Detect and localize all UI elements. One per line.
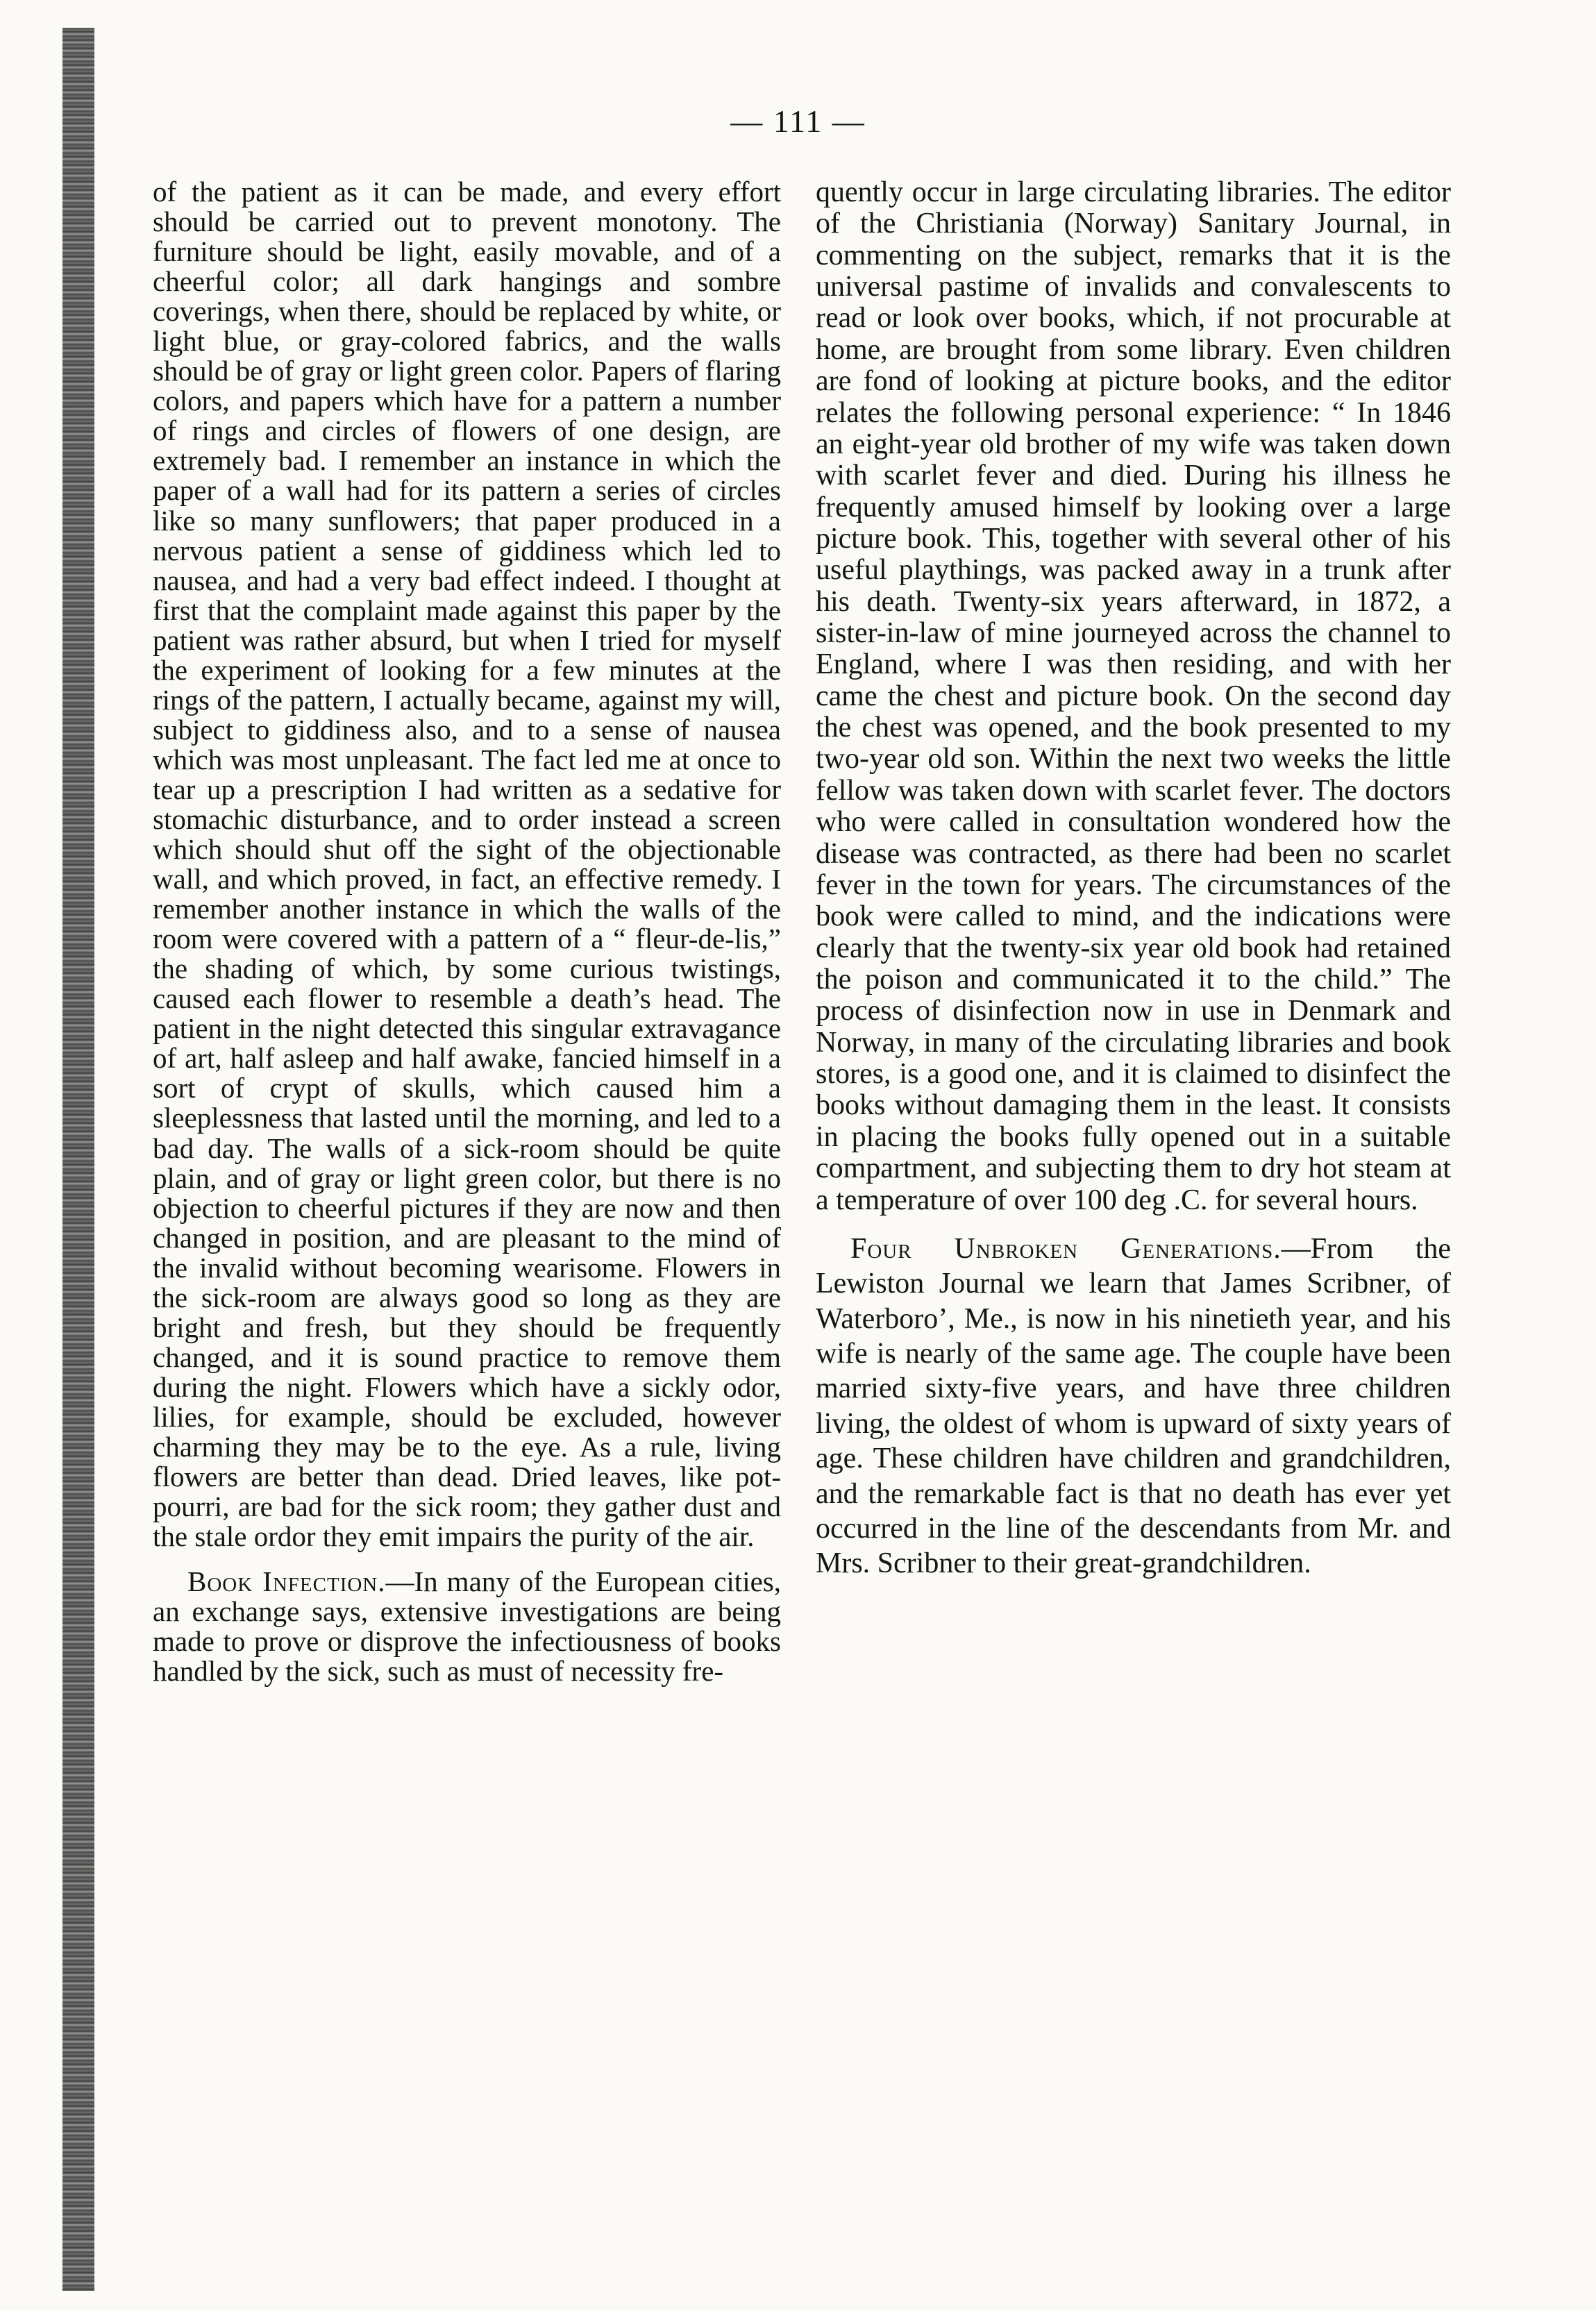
book-infection-text: —In many of the European cities, an exchange says, extensive investigations are being made to prove or disprove the infectiousness of books handled by the sick, such as must of necessity fre- xyxy=(153,1565,781,1688)
four-generations-heading: Four Unbroken Generations. xyxy=(850,1232,1282,1265)
book-infection-paragraph xyxy=(153,1567,781,1686)
book-infection-heading: Book Infection. xyxy=(187,1565,386,1598)
four-generations-paragraph xyxy=(816,1232,1451,1581)
sickroom-paragraph: of the patient as it can be made, and every effort should be carried out to prevent monotony. The furniture should be light, easily movable, and of a cheerful color; all dark hangings and sombre coverings, when there, should be replaced by white, or light blue, or gray-colored fabrics, and the walls should be of gray or light green color. Papers of flaring colors, and papers which have for a pattern a number of rings and circles of flowers of one design, are extremely bad. I remember an instance in which the paper of a wall had for its pattern a series of circles like so many sunflowers; that paper produced in a nervous patient a sense of giddiness which led to nausea, and had a very bad effect indeed. I thought at first that the complaint made against this paper by the patient was rather absurd, but when I tried for myself the experiment of looking for a few minutes at the rings of the pattern, I actually became, against my will, subject to giddiness also, and to a sense of nausea which was most unpleasant. The fact led me at once to tear up a prescription I had written as a sedative for stomachic disturbance, and to order instead a screen which should shut off the sight of the objectionable wall, and which proved, in fact, an effective remedy. I remember another instance in which the walls of the room were covered with a pattern of a “ fleur-de-lis,” the shading of which, by some curious twistings, caused each flower to resemble a death’s head. The patient in the night detected this singular extravagance of art, half asleep and half awake, fancied himself in a sort of crypt of skulls, which caused him a sleeplessness that lasted until the morning, and led to a bad day. The walls of a sick-room should be quite plain, and of gray or light green color, but there is no objection to cheerful pictures if they are now and then changed in position, and are pleasant to the mind of the invalid without becoming wearisome. Flowers in the sick-room are always good so long as they are bright and fresh, but they should be frequently changed, and it is sound practice to remove them during the night. Flowers which have a sickly odor, lilies, for example, should be excluded, however charming they may be to the eye. As a rule, living flowers are better than dead. Dried leaves, like pot-pourri, are bad for the sick room; they gather dust and the stale ordor they emit impairs the purity of the air. xyxy=(153,176,781,1553)
page-number: — 111 — xyxy=(730,103,866,139)
right-column xyxy=(816,177,1451,1597)
left-column xyxy=(153,177,781,1701)
binding-edge xyxy=(62,28,94,2291)
book-infection-continued: quently occur in large circulating libraries. The editor of the Christiania (Norway) Sanitary Journal, in commenting on the subject, remarks that it is the universal pastime of invalids and convalescents to read or look over books, which, if not procurable at home, are brought from some library. Even children are fond of looking at picture books, and the editor relates the following personal experience: “ In 1846 an eight-year old brother of my wife was taken down with scarlet fever and died. During his illness he frequently amused himself by looking over a large picture book. This, together with several other of his useful playthings, was packed away in a trunk after his death. Twenty-six years afterward, in 1872, a sister-in-law of mine journeyed across the channel to England, where I was then residing, and with her came the chest and picture book. On the second day the chest was opened, and the book presented to my two-year old son. Within the next two weeks the little fellow was taken down with scarlet fever. The doctors who were called in consultation wondered how the disease was contracted, as there had been no scarlet fever in the town for years. The circumstances of the book were called to mind, and the indications were clearly that the twenty-six year old book had retained the poison and communicated it to the child.” The process of disinfection now in use in Denmark and Norway, in many of the circulating libraries and book stores, is a good one, and it is claimed to disinfect the books without damaging them in the least. It consists in placing the books fully opened out in a suitable compartment, and subjecting them to dry hot steam at a temperature of over 100 deg .C. for several hours. xyxy=(816,176,1451,1216)
four-generations-text: —From the Lewiston Journal we learn that James Scribner, of Waterboro’, Me., is now in his ninetieth year, and his wife is nearly of the same age. The couple have been married sixty-five years, and have three children living, the oldest of whom is upward of sixty years of age. These children have children and grandchildren, and the remarkable fact is that no death has ever yet occurred in the line of the descendants from Mr. and Mrs. Scribner to their great-grandchildren. xyxy=(816,1232,1452,1580)
